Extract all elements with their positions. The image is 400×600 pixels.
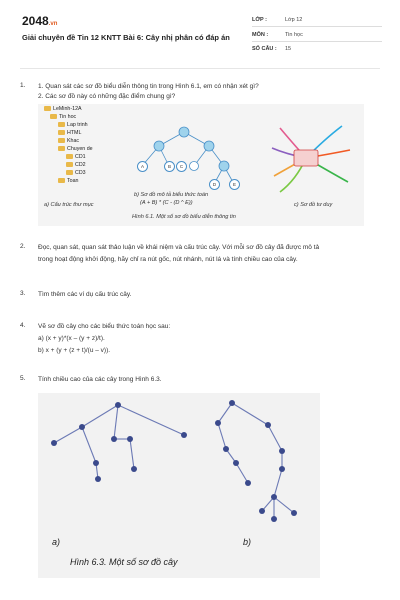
question-1-line-2: 2. Các sơ đồ này có những đặc điểm chung gì? [38,93,176,100]
question-4-line-2: a) (x + y)*(x – (y + z)/t). [38,335,105,342]
tree-diagrams [38,393,320,578]
question-1-number: 1. [20,82,26,89]
tree-item: CD2 [66,162,86,168]
tree-item: Tin hoc [50,114,76,120]
folder-icon [58,130,65,135]
figure-6-1 [38,104,364,226]
site-logo[interactable]: 2048.vn [22,14,58,28]
tree-root: LeMinh-12A [44,106,82,112]
expression-node-a: A [137,161,148,172]
folder-icon [44,106,51,111]
question-1-line-1: 1. Quan sát các sơ đồ biểu diễn thông tin trong Hình 6.1, em có nhận xét gì? [38,83,259,90]
folder-icon [66,162,73,167]
page-header: 2048.vn Giải chuyên đề Tin 12 KNTT Bài 6: Cây nhị phân có đáp án LỚP : Lớp 12 MÔN : Tin học SỐ CÂU : 15 [0,0,400,64]
figure-1-caption-a: a) Cấu trúc thư mục [44,202,94,208]
folder-icon [58,178,65,183]
figure-1-caption-b-1: b) Sơ đồ mô tả biểu thức toán [134,192,209,198]
tree-item: CD1 [66,154,86,160]
figure-2-caption: Hình 6.3. Một số sơ đồ cây [70,557,178,567]
figure-1-caption-b-2: (A + B) * (C - (D ^ E)) [140,200,193,206]
expression-node-c: C [176,161,187,172]
header-divider [20,68,380,69]
expression-node-b: B [164,161,175,172]
folder-icon [58,146,65,151]
question-2-number: 2. [20,243,26,250]
question-4-line-3: b) x + (y + (z + t)/(u – v)). [38,347,111,354]
folder-icon [50,114,57,119]
question-2-line-1: Đọc, quan sát, quan sát thảo luận về khái niệm và cấu trúc cây. Với mỗi sơ đồ cây đã được mô tả [38,244,320,251]
question-5-number: 5. [20,375,26,382]
question-3-line-1: Tìm thêm các ví dụ cấu trúc cây. [38,291,132,298]
folder-icon [66,154,73,159]
question-5-line-1: Tính chiều cao của các cây trong Hình 6.3. [38,376,162,383]
folder-icon [66,170,73,175]
tree-item: Khac [58,138,79,144]
folder-icon [58,122,65,127]
figure-2-label-a: a) [52,537,61,547]
figure-2-label-b: b) [243,537,252,547]
question-4-number: 4. [20,322,26,329]
expression-node-e: E [229,179,240,190]
figure-1-caption-c: c) Sơ đồ tư duy [294,202,333,208]
figure-6-3 [38,393,320,578]
figure-1-caption: Hình 6.1. Một số sơ đồ biểu diễn thông tin [132,214,236,220]
mind-map [250,110,362,202]
folder-icon [58,138,65,143]
document-title: Giải chuyên đề Tin 12 KNTT Bài 6: Cây nhị phân có đáp án [22,33,230,42]
tree-item: Lap trinh [58,122,88,128]
tree-item: HTML [58,130,81,136]
tree-item: CD3 [66,170,86,176]
expression-tree-edges [134,124,244,194]
question-3-number: 3. [20,290,26,297]
question-2-line-2: trong hoạt động khởi động, hãy chỉ ra nút gốc, nút nhánh, nút lá và tính chiều cao của cây. [38,256,298,263]
tree-item: Toan [58,178,79,184]
tree-item: Chuyen de [58,146,93,152]
question-4-line-1: Vẽ sơ đồ cây cho các biểu thức toán học sau: [38,323,171,330]
expression-node-d: D [209,179,220,190]
